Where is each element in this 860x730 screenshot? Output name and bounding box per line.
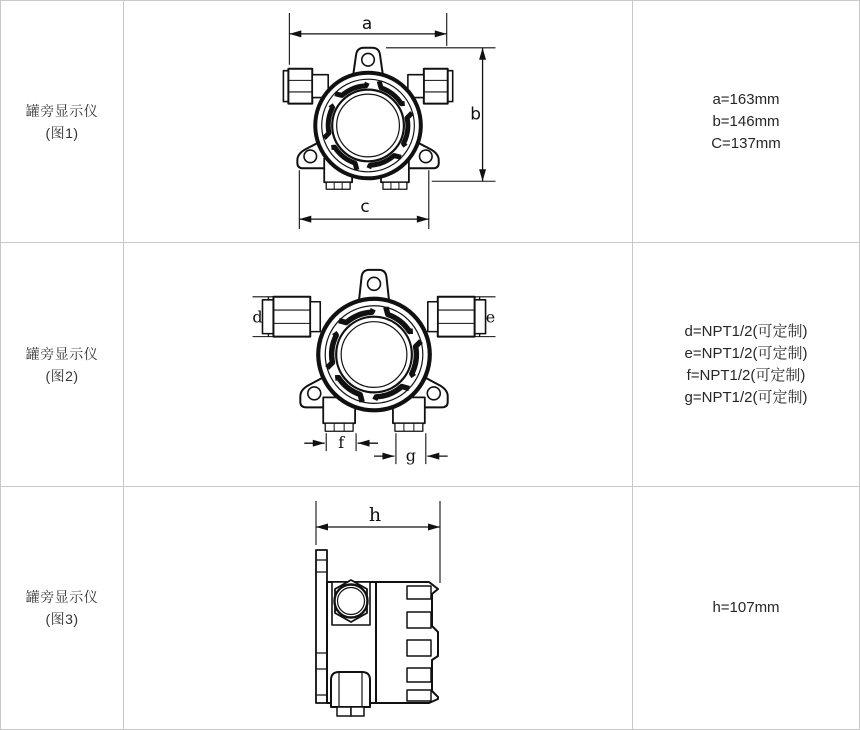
housing-front xyxy=(283,48,452,189)
mounting-flange xyxy=(316,550,327,703)
dim-label-a: a xyxy=(361,12,372,33)
right-ear-hole xyxy=(427,387,440,400)
dimension-g xyxy=(374,433,448,465)
dim-label-c: c xyxy=(359,196,370,217)
spec-line: b=146mm xyxy=(712,112,780,130)
spec-line: C=137mm xyxy=(711,134,781,152)
row2-figure-cell xyxy=(124,243,633,487)
spec-line: h=107mm xyxy=(712,599,780,616)
right-ear-hole xyxy=(419,150,432,163)
housing-front xyxy=(262,270,485,431)
figure1-label: (图1) xyxy=(45,124,79,141)
left-conduit-fitting xyxy=(262,297,320,337)
top-ear-hole xyxy=(361,53,374,66)
dim-label-e: e xyxy=(485,307,495,327)
dim-label-b: b xyxy=(469,103,481,124)
row3-figure-cell xyxy=(124,487,633,729)
top-ear-hole xyxy=(367,277,380,290)
spec-line: e=NPT1/2(可定制) xyxy=(684,344,808,362)
device-name-label: 罐旁显示仪 xyxy=(25,345,99,362)
left-ear-hole xyxy=(304,150,317,163)
dim-label-d: d xyxy=(251,307,263,327)
display-window xyxy=(336,317,412,393)
serrated-cover xyxy=(376,582,438,703)
dim-label-f: f xyxy=(337,433,344,453)
dim-label-g: g xyxy=(405,446,416,466)
row1-label-cell xyxy=(1,1,124,243)
dim-label-h: h xyxy=(368,503,381,526)
left-ear-hole xyxy=(307,387,320,400)
bottom-gland xyxy=(331,672,370,716)
row3-label-cell xyxy=(1,487,124,729)
spec-line: a=163mm xyxy=(712,90,780,108)
figure1-front-view-drawing xyxy=(124,1,633,242)
row2-label-cell xyxy=(1,243,124,487)
housing-side xyxy=(316,550,438,716)
hex-plug xyxy=(332,580,370,625)
right-conduit-fitting xyxy=(427,297,485,337)
figure2-label: (图2) xyxy=(45,367,79,384)
row1-specs-cell xyxy=(633,1,859,243)
row3-specs-cell xyxy=(633,487,859,729)
figure3-label: (图3) xyxy=(45,611,79,627)
spec-line: g=NPT1/2(可定制) xyxy=(684,388,808,406)
device-name-label: 罐旁显示仪 xyxy=(25,589,99,605)
display-window xyxy=(332,90,404,162)
spec-line: d=NPT1/2(可定制) xyxy=(684,322,808,340)
figure2-front-view-drawing xyxy=(124,243,633,486)
dimension-h xyxy=(316,501,440,583)
figure3-side-view-drawing xyxy=(124,488,633,729)
spec-line: f=NPT1/2(可定制) xyxy=(686,366,806,384)
row1-figure-cell xyxy=(124,1,633,243)
dimension-f xyxy=(304,433,378,452)
row2-specs-cell xyxy=(633,243,859,487)
device-name-label: 罐旁显示仪 xyxy=(25,102,99,119)
